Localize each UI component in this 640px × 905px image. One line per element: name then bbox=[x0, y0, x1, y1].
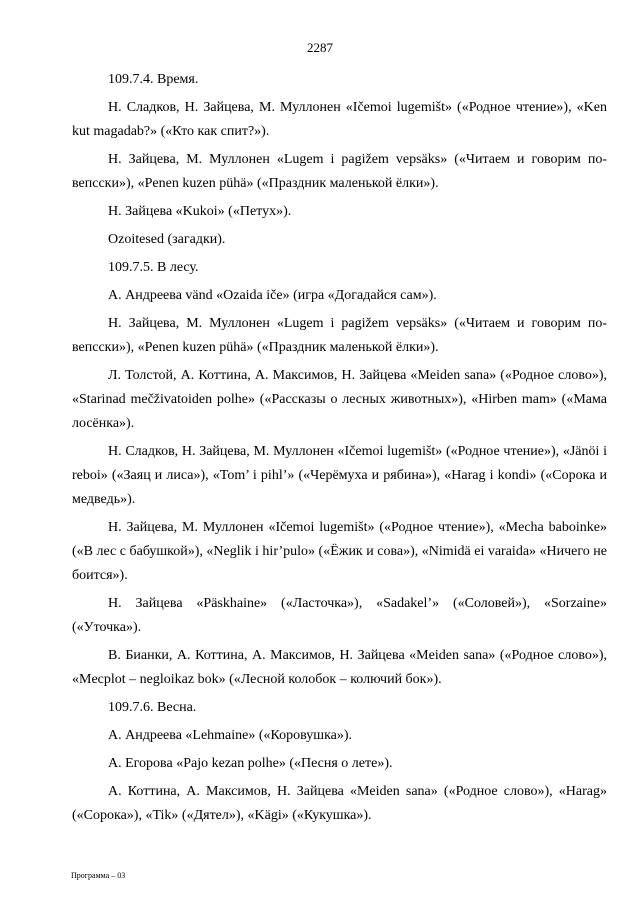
page-number: 2287 bbox=[307, 40, 333, 55]
section-heading-forest: 109.7.5. В лесу. bbox=[108, 260, 199, 275]
paragraph: Н. Зайцева «Päskhaine» («Ласточка»), «Sadakel’» («Соловей»), «Sorzaine» («Уточка»). bbox=[72, 596, 607, 635]
page-footer: Программа – 03 bbox=[71, 871, 126, 880]
paragraph: В. Бианки, А. Коттина, А. Максимов, Н. Зайцева «Meiden sana» («Родное слово»), «Mecplot – negloikaz bok» («Лесной колобок – колючий бок»). bbox=[72, 648, 607, 687]
paragraph: Л. Толстой, А. Коттина, А. Максимов, Н. Зайцева «Meiden sana» («Родное слово»), «Starinad mečživatoiden polhe» («Рассказы о лесных животных»), «Hirben mam» («Мама лосёнка»). bbox=[72, 368, 607, 431]
section-heading-time: 109.7.4. Время. bbox=[108, 72, 199, 87]
page-body bbox=[72, 68, 607, 832]
paragraph: Н. Зайцева, М. Муллонен «Lugem i pagižem vepsäks» («Читаем и говорим по-вепсски»), «Penen kuzen pühä» («Праздник маленькой ёлки»). bbox=[72, 316, 607, 355]
paragraph: Н. Сладков, Н. Зайцева, М. Муллонен «Ičemoi lugemišt» («Родное чтение»), «Jänöi i reboi» («Заяц и лиса»), «Tom’ i pihl’» («Черёмуха и рябина»), «Harag i kondi» («Сорока и медведь»). bbox=[72, 444, 607, 507]
paragraph: А. Андреева vänd «Ozaida iče» (игра «Догадайся сам»). bbox=[108, 288, 437, 303]
paragraph: Н. Зайцева, М. Муллонен «Lugem i pagižem vepsäks» («Читаем и говорим по-вепсски»), «Penen kuzen pühä» («Праздник маленькой ёлки»). bbox=[72, 152, 607, 191]
paragraph: А. Андреева «Lehmaine» («Коровушка»). bbox=[108, 728, 353, 743]
paragraph: А. Коттина, А. Максимов, Н. Зайцева «Meiden sana» («Родное слово»), «Harag» («Сорока»), «Tik» («Дятел»), «Kägi» («Кукушка»). bbox=[72, 784, 607, 823]
paragraph: Н. Сладков, Н. Зайцева, М. Муллонен «Ičemoi lugemišt» («Родное чтение»), «Ken kut magadab?» («Кто как спит?»). bbox=[72, 100, 607, 139]
paragraph: Н. Зайцева, М. Муллонен «Ičemoi lugemišt» («Родное чтение»), «Mecha baboinke» («В лес с бабушкой»), «Neglik i hir’pulo» («Ёжик и сова»), «Nimidä ei varaida» «Ничего не боится»). bbox=[72, 520, 607, 583]
paragraph: Ozoitesed (загадки). bbox=[108, 232, 226, 247]
paragraph: Н. Зайцева «Kukoi» («Петух»). bbox=[108, 204, 292, 219]
paragraph: А. Егорова «Pajo kezan polhe» («Песня о лете»). bbox=[108, 756, 393, 771]
section-heading-spring: 109.7.6. Весна. bbox=[108, 700, 197, 715]
